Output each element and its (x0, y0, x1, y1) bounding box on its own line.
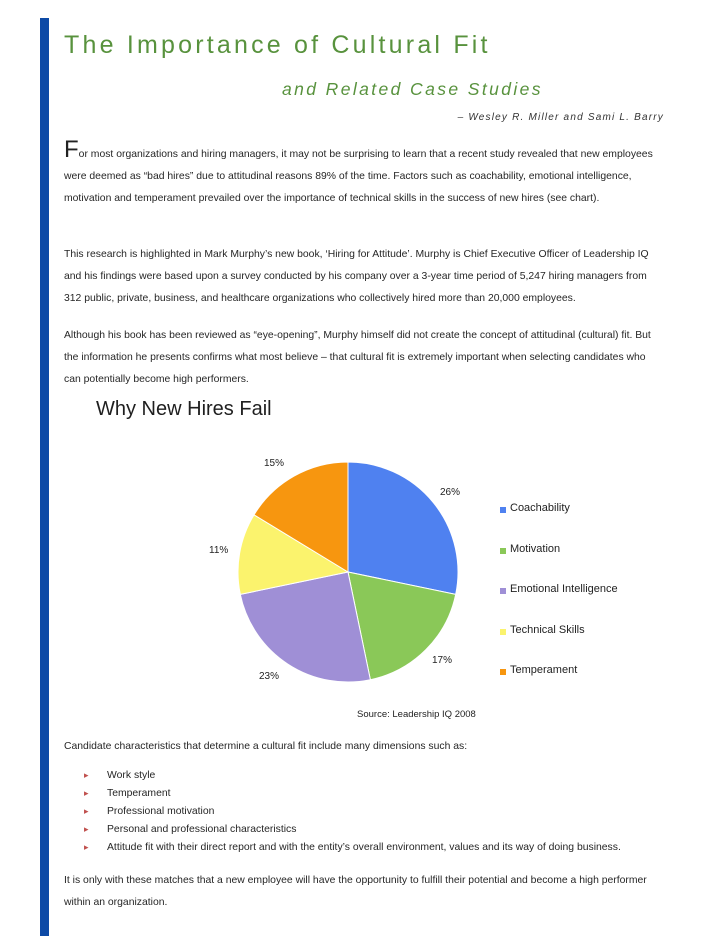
paragraph-research: This research is highlighted in Mark Murphy’s new book, ‘Hiring for Attitude’. Murphy is Chief Executive Officer of Leadership IQ and his findings were based upon a survey conducted by his company over a 3-year time period of 5,247 hiring managers from 312 public, private, business, and healthcare organizations who collectively hired more than 20,000 employees. (64, 249, 649, 305)
legend-item-temperament (500, 664, 700, 705)
slice-label-temperament: 15% (264, 458, 285, 469)
paragraph-cultural-fit: Although his book has been reviewed as “eye-opening”, Murphy himself did not create the concept of attitudinal (cultural) fit. But the information he presents confirms what most believe – that cultural fit is extremely important when selecting candidates who can potentially become high performers. (64, 330, 651, 386)
slice-label-coachability: 26% (440, 487, 461, 498)
chart-source: Source: Leadership IQ 2008 (357, 709, 476, 720)
page-subtitle: and Related Case Studies (282, 79, 543, 99)
bullet-arrow-icon: ▸ (84, 770, 89, 780)
legend-swatch (500, 548, 506, 554)
legend-item-emotional-intelligence (500, 583, 700, 624)
characteristics-intro: Candidate characteristics that determine a cultural fit include many dimensions such as: (64, 741, 468, 752)
slice-label-emotional-intelligence: 23% (259, 671, 280, 682)
bullet-arrow-icon: ▸ (84, 842, 89, 853)
slice-label-motivation: 17% (432, 655, 453, 666)
chart-legend (500, 502, 700, 705)
paragraph-intro-text: or most organizations and hiring managers, it may not be surprising to learn that a recent study revealed that new employees were deemed as “bad hires” due to attitudinal reasons 89% of the time. Factors such as coachability, emotional intelligence, motivation and temperament prevailed over the importance of technical skills in the success of new hires (see chart). (64, 149, 653, 205)
bullet-arrow-icon: ▸ (84, 824, 89, 835)
paragraph-closing: It is only with these matches that a new employee will have the opportunity to fulfill their potential and become a high performer within an organization. (64, 875, 647, 909)
legend-label: Temperament (510, 664, 578, 676)
drop-cap: F (64, 136, 79, 163)
legend-label: Motivation (510, 542, 561, 555)
slice-label-technical-skills: 11% (209, 545, 229, 556)
legend-item-motivation (500, 543, 700, 584)
bullet-arrow-icon: ▸ (84, 788, 89, 799)
legend-swatch (500, 588, 506, 594)
legend-swatch (500, 507, 506, 513)
legend-label: Technical Skills (510, 623, 585, 636)
page-title: The Importance of Cultural Fit (64, 31, 491, 59)
legend-swatch (500, 629, 506, 635)
authors-byline: – Wesley R. Miller and Sami L. Barry (457, 112, 664, 123)
legend-swatch (500, 669, 506, 675)
pie-slice-coachability (348, 462, 461, 594)
legend-item-coachability (500, 502, 700, 543)
chart-title: Why New Hires Fail (96, 398, 272, 420)
legend-label: Coachability (510, 502, 570, 514)
bullet-arrow-icon: ▸ (84, 806, 89, 817)
legend-label: Emotional Intelligence (510, 583, 618, 595)
legend-item-technical-skills (500, 624, 700, 665)
